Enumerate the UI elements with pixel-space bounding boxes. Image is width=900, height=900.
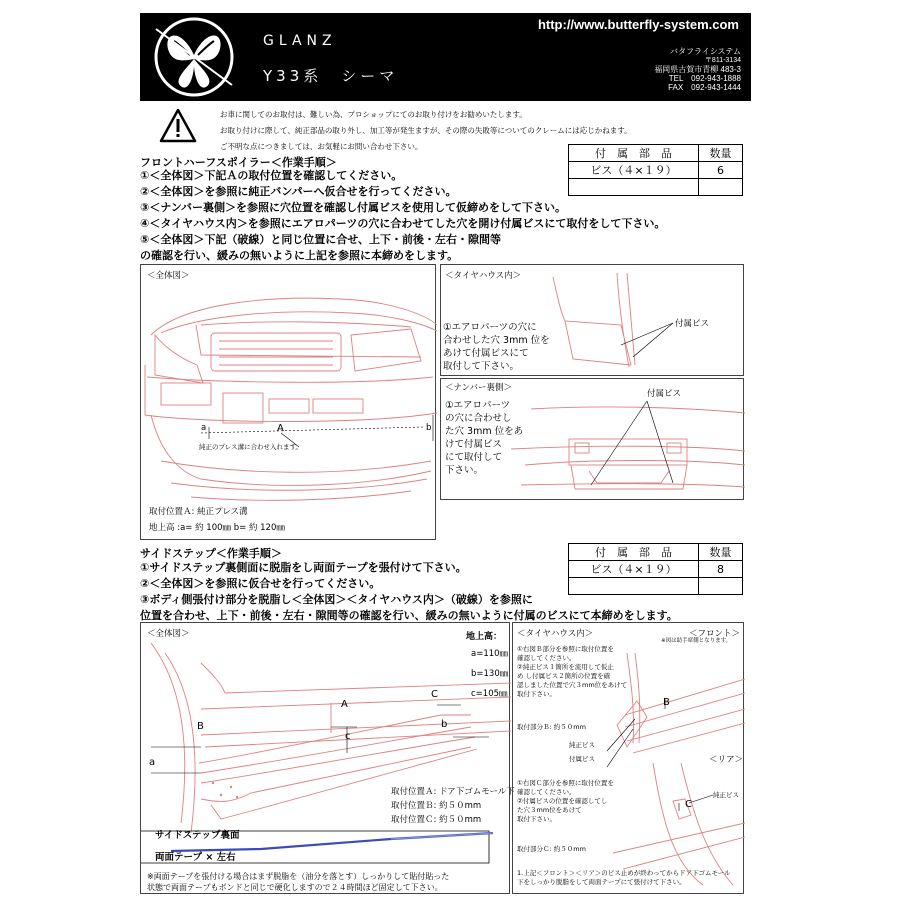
- note-line: けて付属ビス: [445, 439, 503, 450]
- label-A: A: [277, 423, 284, 434]
- note-line: 状態で両面テープもボンドと同じで硬化しますので２４時間ほど固定して下さい。: [147, 883, 443, 892]
- company-tel: TEL 092-943-1888: [668, 74, 741, 83]
- note-line: た穴 3mm 位をあ: [445, 426, 524, 437]
- label-b: b: [441, 719, 448, 730]
- note-line: ②付属ビスの位置を確認してし: [517, 797, 608, 805]
- step-line: ③ボディ側張付け部分を脱脂し＜全体図＞＜タイヤハウス内＞（破線）を参照に: [140, 593, 533, 606]
- website-url[interactable]: http://www.butterfly-system.com: [537, 17, 739, 32]
- side-step-back-label: サイドステップ裏面: [155, 830, 240, 841]
- note-line: ①右図Ｂ部分を参照に取付位置を: [517, 645, 614, 653]
- note-line: 認しました位置で穴３mm位をあけて: [517, 681, 628, 689]
- tape-notes: [147, 871, 449, 893]
- front-overall-label: ＜全体図＞: [147, 271, 190, 281]
- label-b: b: [426, 423, 432, 433]
- side-overall-label: ＜全体図＞: [147, 629, 190, 639]
- mount-position-b: 取付位置Ｂ: 約５０mm: [391, 801, 482, 811]
- qty-header: 数量: [699, 145, 743, 162]
- note-line: ※両面テープを張付ける場合はまず脱脂を（油分を落とす）しっかりして貼付貼った: [147, 872, 450, 881]
- parts-header: 付 属 部 品: [569, 544, 699, 561]
- note-line: にて取付して: [445, 452, 503, 463]
- ground-a: a=110㎜: [471, 649, 509, 659]
- step-line: の確認を行い、緩みの無いように上記を参照に本締めをします。: [140, 249, 459, 262]
- mount-position-a: 取付位置Ａ: ドア下ゴムモール下: [391, 787, 515, 797]
- front-section-title: フロントハーフスポイラー＜作業手順＞: [140, 156, 337, 169]
- ground-clearance-title: 地上高：: [466, 632, 503, 642]
- parts-qty: 6: [699, 162, 743, 179]
- brand-name: GLANZ: [263, 33, 337, 49]
- caution-line: ご不明な点につきましては、お気軽にお問い合わせ下さい。: [220, 142, 423, 151]
- rear-view-label: ＜リア＞: [709, 755, 744, 765]
- parts-header: 付 属 部 品: [569, 145, 699, 162]
- label-a-small: a: [201, 423, 207, 433]
- label-a: a: [149, 757, 156, 768]
- note-line: ①エアロパーツの穴に: [443, 322, 537, 333]
- company-info: [654, 47, 741, 92]
- ground-b: b=130㎜: [471, 669, 509, 679]
- number-plate-label: ＜ナンバー裏側＞: [445, 383, 512, 393]
- step-line: ①サイドステップ裏側面に脱脂をし両面テープを張付けて下さい。: [140, 561, 467, 574]
- note-line: 取付下さい。: [517, 815, 556, 823]
- postal-code: 〒811-3134: [704, 57, 741, 64]
- note-line: た穴３mm位をあけて: [517, 806, 582, 814]
- tire-house-note: [443, 321, 550, 373]
- genuine-screw-rear-label: 純正ビス: [713, 791, 739, 799]
- note-line: 取付して下さい。: [443, 361, 520, 372]
- parts-empty: [569, 578, 699, 595]
- parts-qty: 8: [699, 561, 743, 578]
- step-line: ①＜全体図＞下記Ａの取付位置を確認してください。: [140, 169, 403, 182]
- number-plate-note: [445, 399, 523, 477]
- note-line: 合わせした穴 3mm 位を: [443, 335, 550, 346]
- qty-header: 数量: [699, 544, 743, 561]
- press-groove-note: 純正のプレス溝に合わせ入れます。: [199, 443, 303, 451]
- step-line: 位置を合わせ、上下・前後・左右・隙間等の確認を行い、緩みの無いように付属のビスにて本締めをします。: [140, 609, 678, 622]
- mount-part-c: 取付部分Ｃ: 約５０mm: [517, 845, 586, 853]
- side-overall-diagram: [140, 622, 515, 894]
- front-mount-steps: [517, 645, 627, 699]
- ground-c: c=105㎜: [471, 689, 508, 699]
- company-address: 福岡県古賀市青柳 483-3: [654, 65, 741, 74]
- note-line: 取付下さい。: [517, 690, 556, 698]
- label-c: c: [345, 731, 351, 742]
- parts-empty: [699, 179, 743, 196]
- front-tire-house-diagram: [440, 264, 744, 376]
- caution-line: お取り付けに際して、純正部品の取り外し、加工等が発生ますが、その際の失敗等についてのクレームには応じかねます。: [220, 126, 632, 135]
- parts-empty: [569, 179, 699, 196]
- note-line: 1.上記＜フロント＞＜リア＞のビス止めが終わってからドア下ゴムモール: [517, 869, 731, 877]
- rear-mount-steps: [517, 779, 614, 824]
- bottom-note: [517, 869, 731, 887]
- front-view-subnote: ※図は助手席側となります。: [661, 638, 732, 644]
- number-plate-back-diagram: [440, 378, 744, 500]
- genuine-screw-label: 純正ビス: [569, 741, 595, 749]
- front-parts-table: [568, 144, 743, 196]
- parts-item: ビス（４×１９）: [569, 561, 699, 578]
- step-line: ③＜ナンバー裏側＞を参照に穴位置を確認し付属ビスを使用して仮締めをして下さい。: [140, 201, 566, 214]
- front-car-drawing: [141, 265, 437, 541]
- note-line: ②純正ビス１箇所を流用して仮止: [517, 663, 614, 671]
- supplied-screw-label: 付属ビス: [569, 755, 595, 763]
- label-B: B: [663, 697, 670, 708]
- warning-triangle-icon: [159, 108, 197, 144]
- parts-empty: [699, 578, 743, 595]
- side-section-title: サイドステップ＜作業手順＞: [140, 547, 282, 560]
- butterfly-logo-icon: [142, 15, 252, 99]
- note-line: ①エアロパーツ: [445, 400, 511, 411]
- note-line: あけて付属ビスにて: [443, 348, 529, 359]
- company-fax: FAX 092-943-1444: [668, 83, 741, 92]
- note-line: 確認してください。: [517, 788, 576, 796]
- step-line: ②＜全体図＞を参照に純正バンパーへ仮合せを行ってください。: [140, 185, 457, 198]
- mount-position-c: 取付位置Ｃ: 約５０mm: [391, 815, 482, 825]
- tire-house-label: ＜タイヤハウス内＞: [445, 271, 522, 281]
- note-line: 下をしっかり脱脂をして両面テープにて張付けて下さい。: [517, 878, 686, 886]
- label-C: C: [685, 799, 692, 810]
- note-line: ①右図Ｃ部分を参照に取付位置を: [517, 779, 614, 787]
- step-line: ②＜全体図＞を参照に仮合せを行ってください。: [140, 577, 381, 590]
- front-overall-diagram: [140, 264, 436, 540]
- front-view-label: ＜フロント＞: [689, 629, 741, 639]
- note-line: 下さい。: [445, 465, 484, 476]
- supplied-screw-label: 付属ビス: [675, 319, 710, 329]
- note-line: め し付属ビス２箇所の位置を確: [517, 672, 611, 680]
- car-model: Y33系 シーマ: [263, 67, 399, 85]
- label-C: C: [431, 689, 438, 700]
- step-line: ⑤＜全体図＞下記（破線）と同じ位置に合せ、上下・前後・左右・隙間等: [140, 233, 501, 246]
- note-line: 確認してください。: [517, 654, 576, 662]
- note-line: の穴に合わせし: [445, 413, 512, 424]
- mount-part-b: 取付部分Ｂ: 約５０mm: [517, 723, 586, 731]
- double-sided-tape-label: 両面テープ × 左右: [155, 852, 236, 863]
- ground-clearance-note: 地上高 :a= 約 100㎜ b= 約 120㎜: [149, 523, 285, 533]
- side-tire-house-diagram: [512, 622, 744, 894]
- header-banner: [140, 13, 751, 101]
- parts-item: ビス（４×１９）: [569, 162, 699, 179]
- supplied-screw-label: 付属ビス: [647, 389, 682, 399]
- step-line: ④＜タイヤハウス内＞を参照にエアロパーツの穴に合わせてした穴を開け付属ビスにて取付をして下さい。: [140, 217, 666, 230]
- mount-position-note: 取付位置Ａ: 純正プレス溝: [149, 507, 248, 517]
- label-A: A: [341, 699, 348, 710]
- caution-line: お車に関してのお取付は、難しい為、プロショップにてのお取り付けをお勧めいたします。: [220, 110, 527, 119]
- company-name: バタフライシステム: [670, 47, 741, 56]
- label-B: B: [197, 721, 204, 732]
- side-parts-table: [568, 543, 743, 595]
- side-tire-house-label: ＜タイヤハウス内＞: [517, 629, 594, 639]
